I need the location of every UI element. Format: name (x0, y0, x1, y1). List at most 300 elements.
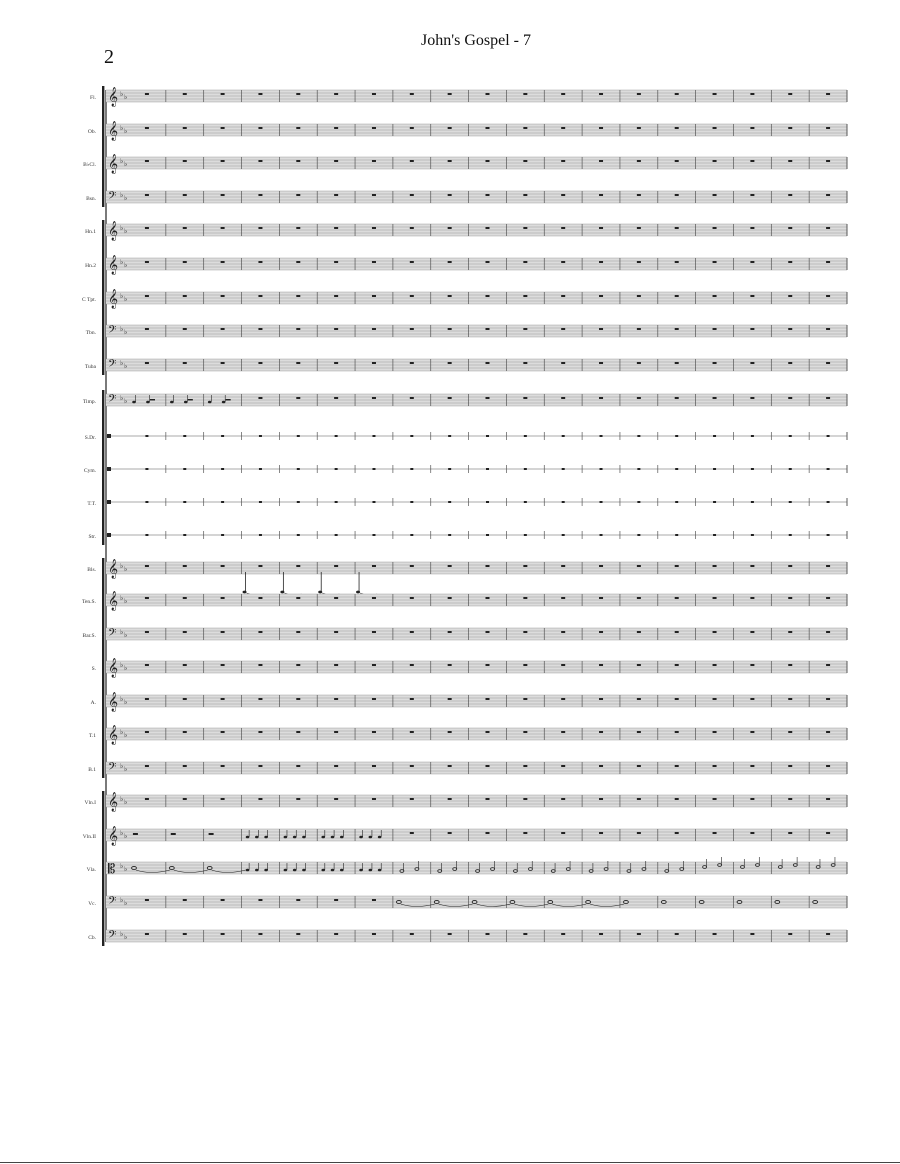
measure-rest (713, 631, 717, 633)
measure-rest (221, 731, 225, 733)
staff-bsn (86, 190, 847, 205)
system-bracket (102, 791, 104, 946)
measure-rest (561, 664, 565, 666)
bass-clef-icon: 𝄢 (108, 393, 117, 408)
measure-rest (750, 295, 754, 297)
measure-rest (221, 194, 225, 196)
staff-b-cl (83, 154, 847, 174)
measure-rest (750, 798, 754, 800)
measure-rest (523, 93, 527, 95)
staff-tuba (85, 358, 847, 373)
measure-rest (713, 565, 717, 567)
note-head (378, 836, 382, 839)
measure-rest (637, 664, 641, 666)
flat-icon: ♭ (120, 594, 124, 602)
measure-rest (750, 832, 754, 834)
flat-icon: ♭ (124, 664, 128, 672)
bass-clef-icon: 𝄢 (108, 324, 117, 339)
instrument-label: Tbn. (85, 330, 96, 336)
perc-clef-icon (107, 467, 111, 471)
measure-rest (334, 597, 338, 599)
measure-rest (334, 664, 338, 666)
measure-rest (221, 899, 225, 901)
flat-icon: ♭ (124, 631, 128, 639)
measure-rest (788, 295, 792, 297)
measure-rest (637, 295, 641, 297)
measure-rest (826, 295, 830, 297)
measure-rest (788, 798, 792, 800)
measure-rest (410, 501, 413, 503)
measure-rest (675, 227, 679, 229)
measure-rest (637, 698, 641, 700)
instrument-label: Vln.II (82, 834, 96, 840)
staff-b-1 (88, 761, 847, 776)
measure-rest (183, 127, 187, 129)
flat-icon: ♭ (124, 194, 128, 202)
flat-icon: ♭ (124, 933, 128, 941)
measure-rest (826, 765, 830, 767)
measure-rest (183, 160, 187, 162)
instrument-label: S. (91, 666, 96, 672)
measure-rest (259, 468, 262, 470)
measure-rest (599, 631, 603, 633)
measure-rest (296, 362, 300, 364)
measure-rest (826, 194, 830, 196)
measure-rest (675, 328, 679, 330)
measure-rest (410, 160, 414, 162)
measure-rest (561, 631, 565, 633)
measure-rest (410, 468, 413, 470)
measure-rest (448, 397, 452, 399)
measure-rest (561, 597, 565, 599)
treble-clef-icon: 𝄞 (108, 692, 119, 712)
measure-rest (258, 731, 262, 733)
note-head (255, 836, 259, 839)
measure-rest (258, 194, 262, 196)
measure-rest (637, 798, 641, 800)
measure-rest (448, 731, 452, 733)
instrument-label: Ob. (87, 129, 96, 135)
measure-rest (599, 597, 603, 599)
measure-rest (296, 127, 300, 129)
measure-rest (258, 899, 262, 901)
measure-rest (448, 933, 452, 935)
measure-rest (334, 160, 338, 162)
measure-rest (296, 261, 300, 263)
measure-rest (145, 127, 149, 129)
measure-rest (486, 295, 490, 297)
note-head (359, 869, 363, 872)
measure-rest (183, 261, 187, 263)
measure-rest (334, 362, 338, 364)
note-head (302, 869, 306, 872)
measure-rest (372, 534, 375, 536)
measure-rest (788, 664, 792, 666)
staff-tbn (86, 324, 847, 339)
instrument-label: Str. (88, 534, 96, 540)
staff-vln-i (85, 792, 847, 812)
measure-rest (750, 194, 754, 196)
measure-rest (789, 435, 792, 437)
note-head (264, 869, 268, 872)
measure-rest (523, 160, 527, 162)
measure-rest (410, 194, 414, 196)
measure-rest (750, 328, 754, 330)
perc-clef-icon (107, 434, 111, 438)
measure-rest (183, 565, 187, 567)
measure-rest (372, 295, 376, 297)
measure-rest (448, 798, 452, 800)
bass-clef-icon: 𝄢 (108, 190, 117, 205)
measure-rest (145, 798, 149, 800)
measure-rest (789, 501, 792, 503)
note-head (340, 869, 344, 872)
note-head (184, 401, 188, 404)
flat-icon: ♭ (120, 562, 124, 570)
measure-rest (561, 295, 565, 297)
measure-rest (486, 127, 490, 129)
perc-clef-icon (107, 533, 111, 537)
note-head (284, 836, 288, 839)
staff-s-dr (85, 432, 847, 441)
measure-rest (258, 631, 262, 633)
measure-rest (713, 160, 717, 162)
flat-icon: ♭ (124, 698, 128, 706)
measure-rest (637, 597, 641, 599)
measure-rest (599, 328, 603, 330)
measure-rest (826, 597, 830, 599)
measure-rest (561, 328, 565, 330)
measure-rest (561, 798, 565, 800)
measure-rest (221, 933, 225, 935)
measure-rest (334, 798, 338, 800)
measure-rest (637, 127, 641, 129)
measure-rest (258, 127, 262, 129)
measure-rest (827, 534, 830, 536)
measure-rest (599, 731, 603, 733)
measure-rest (713, 127, 717, 129)
instrument-label: Cb. (88, 935, 96, 941)
measure-rest (599, 160, 603, 162)
staff-ob (88, 121, 847, 141)
measure-rest (183, 194, 187, 196)
measure-rest (372, 362, 376, 364)
bass-clef-icon: 𝄢 (108, 929, 117, 944)
measure-rest (713, 93, 717, 95)
measure-rest (410, 664, 414, 666)
measure-rest (448, 597, 452, 599)
instrument-label: B.1 (88, 767, 96, 773)
flat-icon: ♭ (124, 227, 128, 235)
flat-icon: ♭ (120, 829, 124, 837)
measure-rest (296, 899, 300, 901)
measure-rest (486, 798, 490, 800)
measure-rest (221, 261, 225, 263)
measure-rest (410, 295, 414, 297)
measure-rest (448, 664, 452, 666)
measure-rest (637, 832, 641, 834)
measure-rest (637, 227, 641, 229)
measure-rest (561, 765, 565, 767)
measure-rest (826, 362, 830, 364)
staff-vln-ii (83, 826, 847, 846)
measure-rest (561, 698, 565, 700)
measure-rest (448, 261, 452, 263)
measure-rest (183, 664, 187, 666)
measure-rest (788, 328, 792, 330)
flat-icon: ♭ (124, 397, 128, 405)
flat-icon: ♭ (120, 90, 124, 98)
measure-rest (145, 765, 149, 767)
measure-rest (826, 328, 830, 330)
measure-rest (145, 261, 149, 263)
measure-rest (826, 698, 830, 700)
flat-icon: ♭ (120, 124, 124, 132)
measure-rest (372, 731, 376, 733)
measure-rest (448, 565, 452, 567)
treble-clef-icon: 𝄞 (108, 658, 119, 678)
measure-rest (410, 731, 414, 733)
measure-rest (675, 295, 679, 297)
measure-rest (372, 597, 376, 599)
measure-rest (221, 664, 225, 666)
bass-clef-icon: 𝄢 (108, 761, 117, 776)
measure-rest (486, 328, 490, 330)
measure-rest (145, 295, 149, 297)
flat-icon: ♭ (120, 157, 124, 165)
measure-rest (599, 397, 603, 399)
instrument-label: Vln.I (84, 800, 96, 806)
measure-rest (183, 597, 187, 599)
note-head (246, 836, 250, 839)
instrument-label: Bls. (87, 567, 96, 573)
measure-rest (789, 534, 792, 536)
measure-rest (334, 261, 338, 263)
measure-rest (713, 194, 717, 196)
measure-rest (372, 397, 376, 399)
measure-rest (750, 933, 754, 935)
measure-rest (827, 435, 830, 437)
measure-rest (486, 765, 490, 767)
measure-rest (523, 765, 527, 767)
measure-rest (221, 127, 225, 129)
measure-rest (486, 435, 489, 437)
measure-rest (788, 933, 792, 935)
flat-icon: ♭ (120, 394, 124, 402)
measure-rest (296, 295, 300, 297)
measure-rest (486, 832, 490, 834)
flat-icon: ♭ (124, 93, 128, 101)
flat-icon: ♭ (120, 292, 124, 300)
measure-rest (258, 227, 262, 229)
flat-icon: ♭ (120, 224, 124, 232)
measure-rest (788, 362, 792, 364)
measure-rest (334, 397, 338, 399)
measure-rest (788, 765, 792, 767)
note-head (321, 869, 325, 872)
measure-rest (448, 227, 452, 229)
measure-rest (296, 933, 300, 935)
measure-rest (145, 328, 149, 330)
measure-rest (334, 328, 338, 330)
measure-rest (637, 261, 641, 263)
instrument-label: S.Dr. (84, 435, 96, 441)
measure-rest (600, 468, 603, 470)
measure-rest (675, 832, 679, 834)
measure-rest (448, 435, 451, 437)
measure-rest (334, 227, 338, 229)
flat-icon: ♭ (120, 728, 124, 736)
measure-rest (788, 194, 792, 196)
measure-rest (296, 160, 300, 162)
instrument-label: Hn.1 (85, 229, 96, 235)
measure-rest (296, 227, 300, 229)
instrument-label: Timp. (82, 399, 96, 405)
measure-rest (788, 397, 792, 399)
measure-rest (410, 565, 414, 567)
measure-rest (221, 597, 225, 599)
measure-rest (296, 731, 300, 733)
flat-icon: ♭ (124, 597, 128, 605)
note-head (369, 869, 373, 872)
measure-rest (599, 295, 603, 297)
measure-rest (145, 534, 148, 536)
measure-rest (523, 565, 527, 567)
measure-rest (448, 160, 452, 162)
measure-rest (372, 194, 376, 196)
measure-rest (296, 765, 300, 767)
measure-rest (183, 435, 186, 437)
measure-rest (258, 597, 262, 599)
measure-rest (410, 397, 414, 399)
treble-clef-icon: 𝄞 (108, 826, 119, 846)
staff-a (91, 692, 847, 712)
measure-rest (523, 261, 527, 263)
measure-rest (523, 664, 527, 666)
measure-rest (826, 731, 830, 733)
measure-rest (561, 227, 565, 229)
measure-rest (410, 227, 414, 229)
measure-rest (561, 933, 565, 935)
measure-rest (183, 295, 187, 297)
measure-rest (145, 933, 149, 935)
measure-rest (826, 631, 830, 633)
measure-rest (297, 435, 300, 437)
measure-rest (637, 565, 641, 567)
measure-rest (523, 832, 527, 834)
note-head (378, 869, 382, 872)
flat-icon: ♭ (120, 762, 124, 770)
measure-rest (297, 468, 300, 470)
measure-rest (713, 664, 717, 666)
note-head (280, 591, 284, 594)
measure-rest (221, 534, 224, 536)
instrument-label: Bar.S. (82, 633, 96, 639)
measure-rest (523, 127, 527, 129)
measure-rest (788, 565, 792, 567)
measure-rest (296, 798, 300, 800)
measure-rest (258, 698, 262, 700)
measure-rest (448, 631, 452, 633)
flat-icon: ♭ (124, 160, 128, 168)
flat-icon: ♭ (120, 795, 124, 803)
measure-rest (258, 261, 262, 263)
measure-rest (183, 362, 187, 364)
measure-rest (561, 397, 565, 399)
measure-rest (486, 261, 490, 263)
measure-rest (523, 597, 527, 599)
measure-rest (675, 631, 679, 633)
measure-rest (750, 597, 754, 599)
measure-rest (826, 261, 830, 263)
measure-rest (448, 362, 452, 364)
staff-hn-2 (85, 255, 847, 275)
note-head (369, 836, 373, 839)
measure-rest (599, 664, 603, 666)
measure-rest (713, 435, 716, 437)
measure-rest (675, 501, 678, 503)
measure-rest (637, 731, 641, 733)
measure-rest (486, 397, 490, 399)
measure-rest (599, 798, 603, 800)
measure-rest (183, 731, 187, 733)
instrument-label: Vc. (88, 901, 96, 907)
staff-t-t (87, 498, 847, 507)
perc-clef-icon (107, 500, 111, 504)
measure-rest (334, 933, 338, 935)
measure-rest (523, 227, 527, 229)
measure-rest (296, 194, 300, 196)
measure-rest (221, 698, 225, 700)
measure-rest (637, 534, 640, 536)
measure-rest (145, 435, 148, 437)
measure-rest (221, 798, 225, 800)
measure-rest (675, 765, 679, 767)
measure-rest (410, 328, 414, 330)
flat-icon: ♭ (124, 362, 128, 370)
measure-rest (637, 468, 640, 470)
note-head (318, 591, 322, 594)
measure-rest (826, 227, 830, 229)
measure-rest (675, 933, 679, 935)
measure-rest (486, 93, 490, 95)
measure-rest (523, 397, 527, 399)
measure-rest (524, 468, 527, 470)
measure-rest (675, 698, 679, 700)
measure-rest (448, 534, 451, 536)
measure-rest (599, 765, 603, 767)
measure-rest (221, 631, 225, 633)
measure-rest (637, 501, 640, 503)
measure-rest (448, 765, 452, 767)
measure-rest (372, 435, 375, 437)
measure-rest (751, 501, 754, 503)
measure-rest (713, 328, 717, 330)
measure-rest (221, 501, 224, 503)
measure-rest (410, 597, 414, 599)
staff-fl (90, 87, 847, 107)
measure-rest (486, 698, 490, 700)
measure-rest (750, 362, 754, 364)
measure-rest (486, 227, 490, 229)
measure-rest (296, 664, 300, 666)
measure-rest (713, 731, 717, 733)
measure-rest (296, 698, 300, 700)
instrument-label: Ten.S. (82, 599, 96, 605)
treble-clef-icon: 𝄞 (108, 154, 119, 174)
measure-rest (145, 565, 149, 567)
alto-clef-icon: 𝄡 (108, 862, 116, 877)
